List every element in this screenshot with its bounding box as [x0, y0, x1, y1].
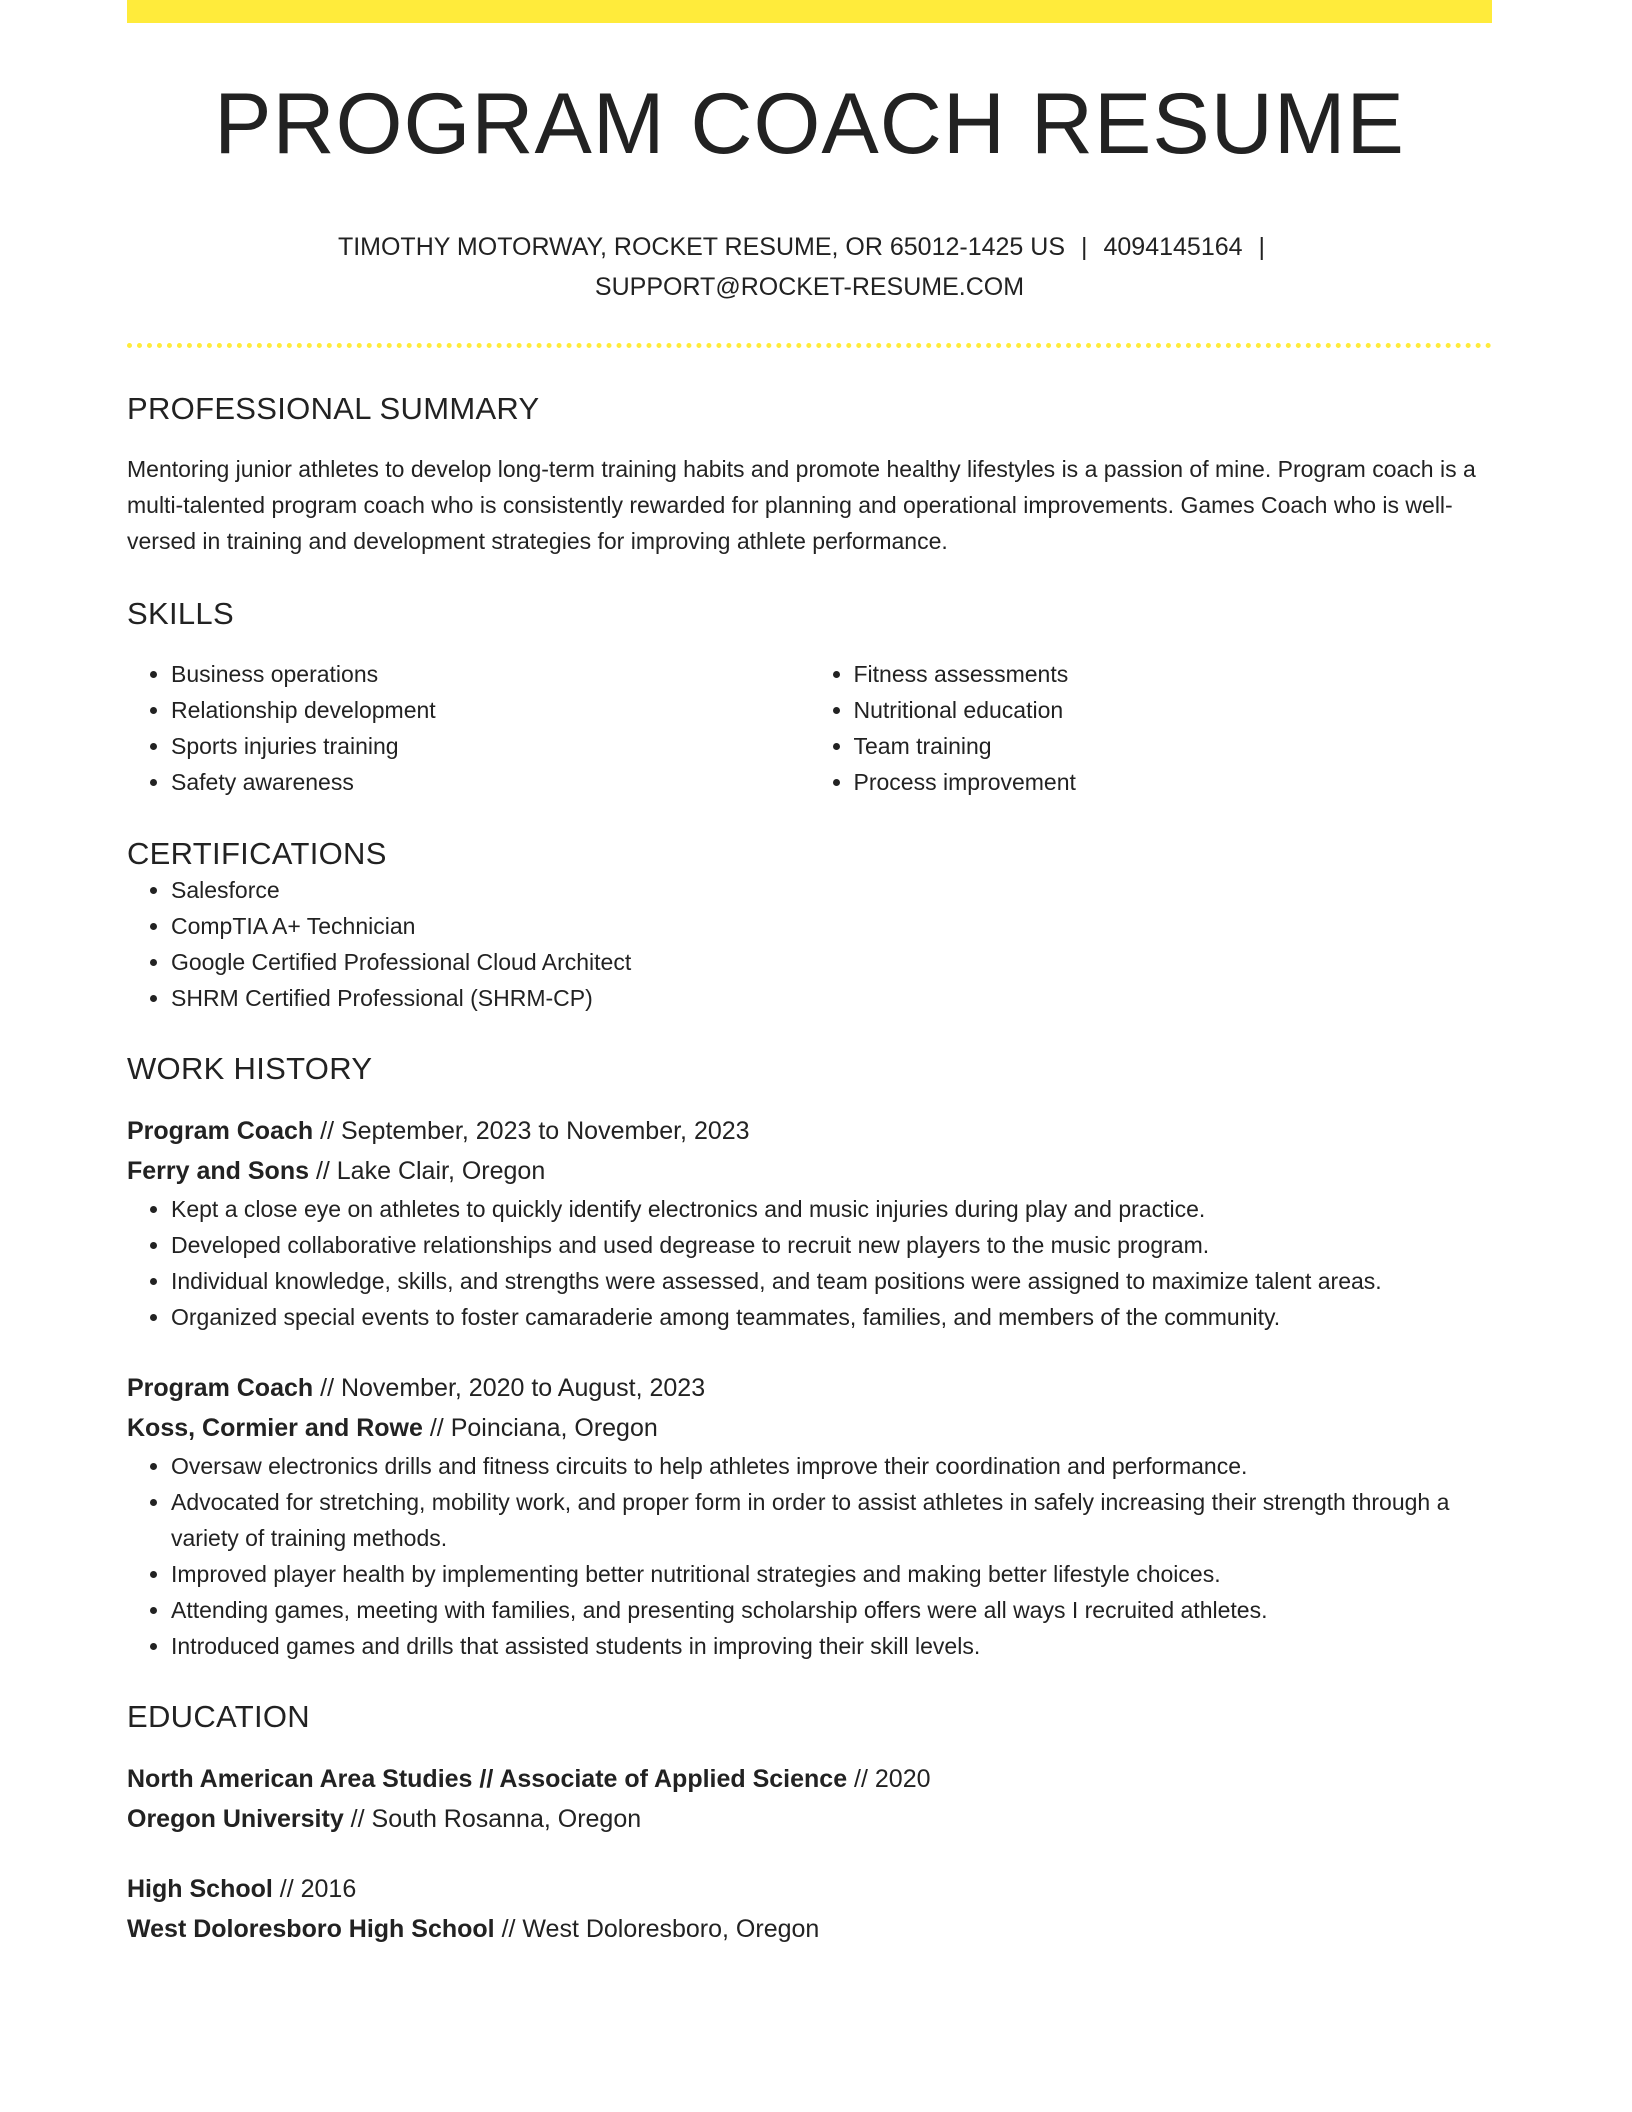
job-company: Ferry and Sons: [127, 1156, 309, 1185]
work-history-heading: WORK HISTORY: [127, 1050, 373, 1086]
education-school-line: [127, 1909, 1492, 1949]
job-duty: • Attending games, meeting with families, and presenting scholarship offers were all ways I recruited athletes.: [171, 1592, 1492, 1628]
contact-info: [127, 227, 1492, 307]
education-year: // 2020: [847, 1764, 931, 1793]
skill-item: • Team training: [854, 728, 1493, 764]
job-duty: • Kept a close eye on athletes to quickly identify electronics and music injuries during play and practice.: [171, 1191, 1492, 1227]
job-title: Program Coach: [127, 1373, 314, 1402]
contact-line-2: [127, 267, 1492, 307]
education-degree: North American Area Studies // Associate of Applied Science: [127, 1764, 848, 1793]
job-location: // Poinciana, Oregon: [422, 1413, 658, 1442]
education-degree-line: [127, 1869, 1492, 1909]
contact-phone: 4094145164: [1103, 232, 1243, 261]
skills-list-left: [127, 656, 810, 800]
job-duty: • Advocated for stretching, mobility work, and proper form in order to assist athletes in safely increasing their strength through a variety of training methods.: [171, 1484, 1492, 1556]
job-location: // Lake Clair, Oregon: [309, 1156, 546, 1185]
certification-item: • SHRM Certified Professional (SHRM-CP): [171, 980, 1492, 1016]
skill-item: • Fitness assessments: [854, 656, 1493, 692]
education-degree: High School: [127, 1874, 273, 1903]
job-duty: • Introduced games and drills that assisted students in improving their skill levels.: [171, 1628, 1492, 1664]
skill-item: • Sports injuries training: [171, 728, 810, 764]
job-duty: • Oversaw electronics drills and fitness circuits to help athletes improve their coordination and performance.: [171, 1448, 1492, 1484]
certification-item: • CompTIA A+ Technician: [171, 908, 1492, 944]
job-duty: • Improved player health by implementing better nutritional strategies and making better lifestyle choices.: [171, 1556, 1492, 1592]
job-dates: // September, 2023 to November, 2023: [313, 1116, 750, 1145]
certification-item: • Google Certified Professional Cloud Architect: [171, 944, 1492, 980]
job-title-line: [127, 1111, 1492, 1151]
education-entry: [127, 1869, 1492, 1949]
page-title: PROGRAM COACH RESUME: [214, 76, 1405, 172]
education-year: // 2016: [272, 1874, 357, 1903]
education-degree-line: [127, 1759, 1492, 1799]
education-heading: EDUCATION: [127, 1698, 310, 1734]
job-company: Koss, Cormier and Rowe: [127, 1413, 423, 1442]
contact-separator: |: [1081, 232, 1088, 261]
skill-item: • Business operations: [171, 656, 810, 692]
education-location: // South Rosanna, Oregon: [343, 1804, 642, 1833]
education-entry: [127, 1759, 1492, 1839]
summary-text: Mentoring junior athletes to develop long-term training habits and promote healthy lifestyles is a passion of mine. Program coach is a multi-talented program coach who is consistently rewarded for planning and operational improvements. Games Coach who is well-versed in training and development strategies for improving athlete performance.: [127, 455, 1476, 554]
skills-heading: SKILLS: [127, 595, 234, 631]
job-company-line: [127, 1151, 1492, 1191]
resume-content: [127, 0, 1492, 1949]
job-duty: • Organized special events to foster camaraderie among teammates, families, and members of the community.: [171, 1299, 1492, 1335]
job-entry: [127, 1368, 1492, 1664]
skill-item: • Nutritional education: [854, 692, 1493, 728]
skills-columns: [127, 656, 1492, 800]
dotted-divider: [127, 343, 1492, 348]
education-school: West Doloresboro High School: [127, 1914, 495, 1943]
job-company-line: [127, 1408, 1492, 1448]
certifications-list: [127, 872, 1492, 1016]
contact-line-1: [127, 227, 1492, 267]
job-duty: • Developed collaborative relationships and used degrease to recruit new players to the music program.: [171, 1227, 1492, 1263]
job-entry: [127, 1111, 1492, 1335]
job-title-line: [127, 1368, 1492, 1408]
skill-item: • Safety awareness: [171, 764, 810, 800]
contact-address: TIMOTHY MOTORWAY, ROCKET RESUME, OR 65012-1425 US: [337, 232, 1065, 261]
skills-list-right: [810, 656, 1493, 800]
education-school: Oregon University: [127, 1804, 344, 1833]
skill-item: • Relationship development: [171, 692, 810, 728]
job-duties: [127, 1191, 1492, 1335]
job-title: Program Coach: [127, 1116, 314, 1145]
job-dates: // November, 2020 to August, 2023: [313, 1373, 706, 1402]
contact-email: SUPPORT@ROCKET-RESUME.COM: [594, 272, 1025, 301]
skill-item: • Process improvement: [854, 764, 1493, 800]
job-duty: • Individual knowledge, skills, and strengths were assessed, and team positions were assigned to maximize talent areas.: [171, 1263, 1492, 1299]
certifications-heading: CERTIFICATIONS: [127, 835, 387, 871]
contact-separator: |: [1258, 232, 1266, 261]
job-duties: [127, 1448, 1492, 1664]
summary-heading: PROFESSIONAL SUMMARY: [127, 390, 540, 426]
education-location: // West Doloresboro, Oregon: [494, 1914, 820, 1943]
education-school-line: [127, 1799, 1492, 1839]
certification-item: • Salesforce: [171, 872, 1492, 908]
